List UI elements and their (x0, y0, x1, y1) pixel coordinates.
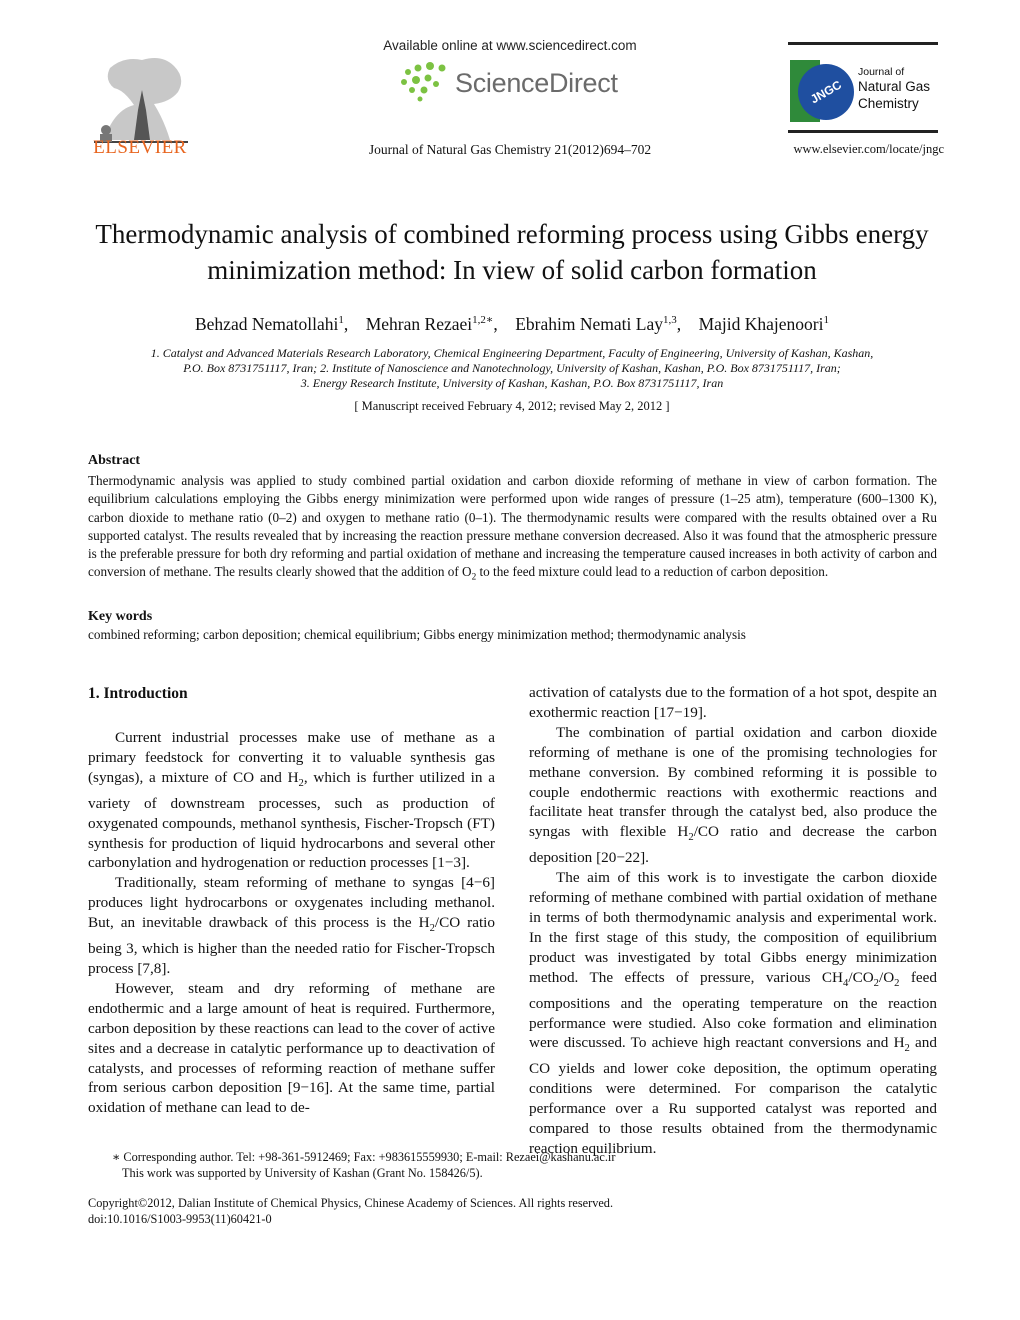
journal-citation: Journal of Natural Gas Chemistry 21(2012)694–702 (368, 142, 652, 157)
jngc-title-line-1: Natural Gas (858, 79, 931, 94)
left-column (88, 728, 495, 1118)
corresponding-author-note: ∗ Corresponding author. Tel: +98-361-5912469; Fax: +983615559930; E-mail: Rezaei@kashanu.ac.ir (112, 1150, 616, 1164)
affiliation-line: 3. Energy Research Institute, University of Kashan, Kashan, P.O. Box 8731751117, Iran (300, 376, 724, 390)
author-affil-mark: 1 (338, 314, 344, 326)
author-name: Ebrahim Nemati Lay (515, 313, 663, 334)
jngc-journal-of: Journal of (858, 66, 905, 78)
section-heading-introduction: 1. Introduction (88, 685, 188, 702)
funding-note: This work was supported by University of Kashan (Grant No. 158426/5). (122, 1166, 483, 1180)
jngc-badge-label: JNGC (808, 77, 844, 107)
doi-line[interactable]: doi:10.1016/S1003-9953(11)60421-0 (88, 1212, 272, 1226)
jngc-journal-title (858, 66, 930, 112)
author-name: Behzad Nematollahi (194, 313, 339, 334)
jngc-badge-icon (790, 58, 856, 124)
paragraph: The aim of this work is to investigate the carbon dioxide reforming of methane combined with partial oxidation of methane in terms of both thermodynamic analysis and experimental work. In the first stage of this study, the composition of equilibrium product was investigated by total Gibbs energy minimization method. The effects of pressure, various $CH_4/CO_2/O_2$ feed compositions and the operating temperature on the reaction performance were studied. Also coke formation and elimination were discussed. To achieve high reactant conversions and $H_2$ and CO yields and lower coke deposition, the optimum operating conditions were determined. For comparison the catalytic performance over a Ru supported catalyst was reported and compared to those results obtained from the thermodynamic reaction equilibrium. (529, 869, 937, 1158)
affiliation-line: 1. Catalyst and Advanced Materials Research Laboratory, Chemical Engineering Department, Faculty of Engineering, University of Kashan, Kashan, (150, 346, 874, 360)
paragraph: The combination of partial oxidation and carbon dioxide reforming of methane is one of the promising technologies for methane conversion. By combined reforming it is possible to couple endothermic reactions with exothermic reactions and facilitate heat transfer through the catalyst bed, also produce the syngas with flexible $H_2/CO$ ratio and decrease the carbon deposition [20−22]. (529, 723, 938, 867)
copyright-line: Copyright©2012, Dalian Institute of Chemical Physics, Chinese Academy of Sciences. All rights reserved. (88, 1196, 614, 1210)
keywords-heading: Key words (88, 609, 153, 624)
author-name: Mehran Rezaei (365, 313, 473, 334)
copyright-block (88, 1195, 613, 1227)
right-column (529, 683, 937, 1159)
keywords-text: combined reforming; carbon deposition; chemical equilibrium; Gibbs energy minimization method; thermodynamic analysis (88, 627, 746, 642)
paragraph: However, steam and dry reforming of methane are endothermic and a large amount of heat is required. Furthermore, carbon deposition by these reactions can lead to the cover of active sites and a decrease in catalytic performance up to deactivation of catalysts, and processes of reforming reaction of methane suffer from serious carbon deposition [9−16]. At the same time, partial oxidation of methane can lead to de- (88, 979, 495, 1117)
abstract-text: Thermodynamic analysis was applied to study combined partial oxidation and carbon dioxide reforming of methane in view of carbon formation. The equilibrium calculations employing the Gibbs energy minimization were performed upon wide ranges of pressure (1–25 atm), temperature (600–1300 K), carbon dioxide to methane ratio (0–2) and oxygen to methane ratio (0–1). The thermodynamic results were compared with the results obtained over a Ru supported catalyst. The results revealed that by increasing the reaction pressure methane conversion decreased. Also it was found that the atmospheric pressure is the preferable pressure for both dry reforming and partial oxidation of methane and increasing the temperature caused increases in both activity of carbon and conversion of methane. The results clearly showed that the addition of $O_2$ to the feed mixture could lead to a reduction of carbon deposition. (88, 473, 937, 583)
jngc-rule-top (788, 42, 938, 45)
author-name: Majid Khajenoori (698, 313, 824, 334)
available-online-text[interactable]: Available online at www.sciencedirect.com (383, 38, 637, 53)
sciencedirect-wordmark: ScienceDirect (455, 68, 618, 98)
affiliation-line: P.O. Box 8731751117, Iran; 2. Institute of Nanoscience and Nanotechnology, University of Kashan, Kashan, P.O. Box 8731751117, Iran; (183, 361, 841, 375)
author-affil-mark: 1,2∗ (472, 314, 494, 326)
footnotes (112, 1149, 615, 1181)
author-list: Behzad Nematollahi$^1$, Mehran Rezaei$^{1,2∗}$, Ebrahim Nemati Lay$^{1,3}$, Majid Khajenoori$^1$ (194, 313, 829, 334)
paragraph: Traditionally, steam reforming of methane to syngas [4−6] produces light hydrocarbons or oxygenates including methanol. But, an inevitable drawback of this process is the $H_2/CO$ ratio being 3, which is higher than the needed ratio for Fischer-Tropsch process [7,8]. (88, 874, 495, 978)
author-affil-mark: 1 (823, 314, 829, 326)
manuscript-dates: [ Manuscript received February 4, 2012; revised May 2, 2012 ] (354, 399, 670, 413)
jngc-title-line-2: Chemistry (858, 96, 919, 111)
jngc-rule-bottom (788, 130, 938, 133)
elsevier-wordmark: ELSEVIER (93, 137, 187, 158)
journal-url-link[interactable]: www.elsevier.com/locate/jngc (793, 142, 944, 156)
author-affil-mark: 1,3 (662, 314, 677, 326)
abstract-heading: Abstract (88, 453, 141, 468)
paragraph: activation of catalysts due to the formation of a hot spot, despite an exothermic reaction [17−19]. (529, 684, 937, 721)
paragraph: Current industrial processes make use of methane as a primary feedstock for converting it to valuable synthesis gas (syngas), a mixture of CO and $H_2$, which is further utilized in a variety of downstream processes, such as production of oxygenated compounds, methanol synthesis, Fischer-Tropsch (FT) synthesis for production of liquid hydrocarbons and several other carbonylation and hydrogenation or reduction processes [1−3]. (88, 729, 495, 872)
affiliations (80, 346, 944, 391)
paper-title: Thermodynamic analysis of combined reforming process using Gibbs energy minimization method: In view of solid carbon formation (95, 219, 929, 285)
